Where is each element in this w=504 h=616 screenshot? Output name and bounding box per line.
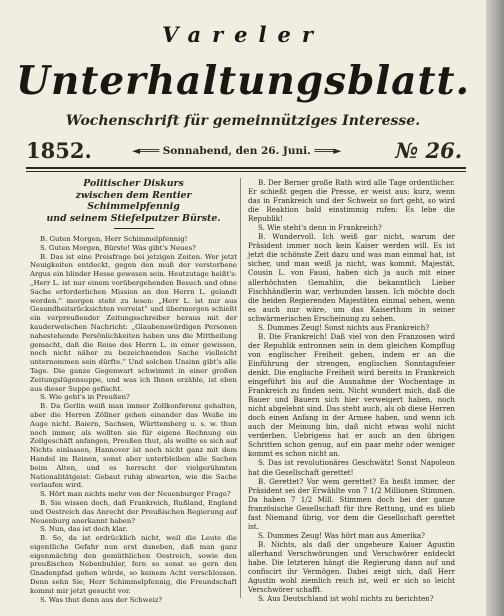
masthead-subtitle: Wochenschrift für gemeinnütziges Interesse. [65, 113, 421, 129]
paragraph: B. Gerettet? Vor wem gerettet? Es heißt immer, der Präsident sei der Erwählte von 7 1/2 Millionen Stimmen. Da haben 7 1/2 Mill. Stimmen doch bei der ganze französische Gesellschaft für ihre Rettung, und es blieb fast Niemand übrig, vor dem die Gesellschaft gerettet ist. [248, 476, 455, 531]
paragraph: B. Sie wissen doch, daß Frankreich, Rußland, England und Oestreich das Anrecht der Preußischen Regierung auf Neuenburg anerkannt haben? [30, 498, 237, 525]
masthead-kicker: Vareler [162, 22, 324, 47]
paragraph: B. Da Gerlin weiß man immer Zollkonferenz gehalten, aber die Herren Zöllner gehen einander das Weiße im Auge nicht. Baiern, Sachsen, Württemberg u. s. w. thun noch immer, als wollten sie für eigene Rechnung ein Zollgeschäft anfangen, Preußen thut, als wollte es sich auf Nichts einlassen, Hannover ist noch nicht ganz mit dem Handel im Reinen, sonst aber unterbleiben alle Sachen beim Alten, und es herrscht der vielgerühmten Nationalitätgeist: Gebaut ruhig abwarten, wie die Sache verlaufen wird. [30, 402, 237, 490]
paragraph: S. Hört man nichts mehr von der Neuenburger Frage? [40, 490, 231, 499]
left-column [30, 178, 237, 604]
masthead-title: Unterhaltungsblatt. [15, 58, 471, 104]
paragraph: B. Der Berner große Rath wird alle Tage ordentlicher. Er schießt gegen die Presse, er weist aus: kurz, wenn das in Frankreich und der Schweiz so fort geht, so wird die Reaktion bald einstimmig rufen: Es lebe die Republik! [248, 178, 455, 224]
column-divider [240, 178, 241, 598]
paragraph: B. Nichts, als daß der ungeheure Kaiser Agustin allerhand Verschwörungen und Verschwörer entdeckt habe. Die letzteren hängt die Regierung dann auf und confiscirt ihr Vermögen. Dabei zeigt sich, daß Herr Agustin wohl ziemlich reich ist, weil er sich so leicht Verschwörer schafft. [248, 539, 455, 595]
paragraph: S. Guten Morgen, Bürste! Was gibt's Neues? [40, 243, 196, 252]
header-rule-thin [26, 171, 466, 172]
paragraph: S. Dummes Zeug! Was hört man aus Amerika? [258, 530, 425, 540]
paragraph: B. Die Frankreich! Daß viel von den Franzosen wird der Republik entronnen sein in dem gleichen Kompflug von englischer Freiheit geben, indem er an die Einführung der strengen, englischen Sonntagsfeier denkt. Die englische Freiheit wird bereits in Frankreich eingeführt bis auf die Ausnahme der Wochentage in Frankreich zu finden sein. Nicht wundert mich, daß die Bauer und Bauern sich hier verweigert haben, noch nicht abgelehnt sind. Das steht auch, als ob diese Herren doch einen Anfang in der Armee haben, und wenn ich auch der Meinung bin, daß nicht etwas wohl nicht verderben. Uebrigens hat er auch an den übrigen Schritten schon genug, auf ein paar mehr oder weniger kommt es schon nicht an. [248, 331, 455, 459]
paragraph: B. Das ist eine Preisfrage bei jetzigen Zeiten. Wer jetzt Neuigkeiten entdeckt, gegen den muß der verstorbene Argus ein blinder Hesse gewesen sein. Heutzutage heißt's: „Herr L. ist nur einem vorübergehenden Besuch und ohne Sache erforderlichen Mission an den Herrn L. gelandt worden.“ morgen steht zu lesen: „Herr L. ist nur aus Gesundheitsrücksichten verreist“ und übermorgen schießt ein verpreußender Zeitungsschreiber heraus mit der kauderwelschen Nachricht: „Glaubenswürdigen Personen nahestehende Persönlichkeiten haben uns die Mittheilung gemacht, daß die Reise des Herrn L. in einer gewissen, noch nicht näher zu bezeichnenden Sache vielleicht unternommen sein dürfte.“ Und solchen Unsinn gibt's alle Tage. Die ganze Gegenwart schwimmt in einer großen Zeitungslügensuppe, und was ich Ihnen erzähle, ist eben aus dieser Suppe gefischt. [30, 252, 237, 393]
date-ornament-right: ═══► [314, 145, 342, 157]
dateline [14, 136, 476, 164]
article-title-line-2: zwischen dem Rentier Schimmelpfennig [75, 189, 192, 212]
right-column [248, 178, 455, 603]
paragraph: B. Guten Morgen, Herr Schimmelpfennig! [40, 235, 188, 243]
issue-date [132, 145, 342, 157]
paragraph: S. Aus Deutschland ist wohl nichts zu berichten? [258, 594, 434, 604]
paragraph: S. Was thut denn aus der Schweiz? [40, 595, 163, 604]
page-edge [486, 0, 504, 616]
paragraph: S. Wie steht's denn in Frankreich? [258, 223, 382, 233]
issue-number: № 26. [395, 138, 462, 163]
header-rule [26, 167, 466, 169]
article-title-line-3: und seinem Stiefelputzer Bürste. [46, 212, 221, 224]
paragraph: B. So, da ist erdrücklich nicht, weil die Leute die eigentliche Gefahr nun erst daneben, daß man ganz eigenmächtig den gemüthlichen Oestreich, sowie den preußischen Nebenbuhler, fern so sonst so gern den Gnadenpfad gehen würde, so keinem Acht verschlossen. Denn sehn Sie, Herr Schimmelpfennig, die Freundschaft kommt mir jetzt gesucht vor. [30, 534, 237, 595]
title-rule [114, 228, 154, 229]
paragraph: S. Das ist revolutionäres Geschwätz! Sonst Napoleon hat die Gesellschaft gerettet! [248, 458, 455, 477]
paragraph: S. Wie geht's in Preußen? [40, 393, 130, 402]
article-title [30, 178, 237, 224]
paragraph: S. Nun, das ist doch klar. [40, 525, 128, 534]
paragraph: B. Wundervoll. Ich weiß gar nicht, warum der Präsident immer noch kein Kaiser werden will. Es ist jetzt die schönste Zeit dazu und was man einmal hat, ist sicher, und man weiß ja nicht, was kommt. Majestät, Cousin L. von Fausi, haben sich ja auch mit einer allerhöchsten Gemahlin, die bekanntlich Lieber Fischhändlerin war, verbunden lassen. Ich möchte doch die beiden Regierenden Majestäten einmal sehen, wenn es auch nur wäre, um das Kaiserthum in seiner schwärmerischen Erscheinung zu sehen. [248, 232, 455, 323]
issue-date-text: Sonnabend, den 26. Juni. [162, 145, 311, 157]
date-ornament-left: ◄═══ [132, 145, 160, 157]
issue-year: 1852. [26, 138, 92, 163]
article-title-line-1: Politischer Diskurs [83, 178, 184, 189]
paragraph: S. Dummes Zeug! Sonst nichts aus Frankreich? [258, 322, 430, 332]
